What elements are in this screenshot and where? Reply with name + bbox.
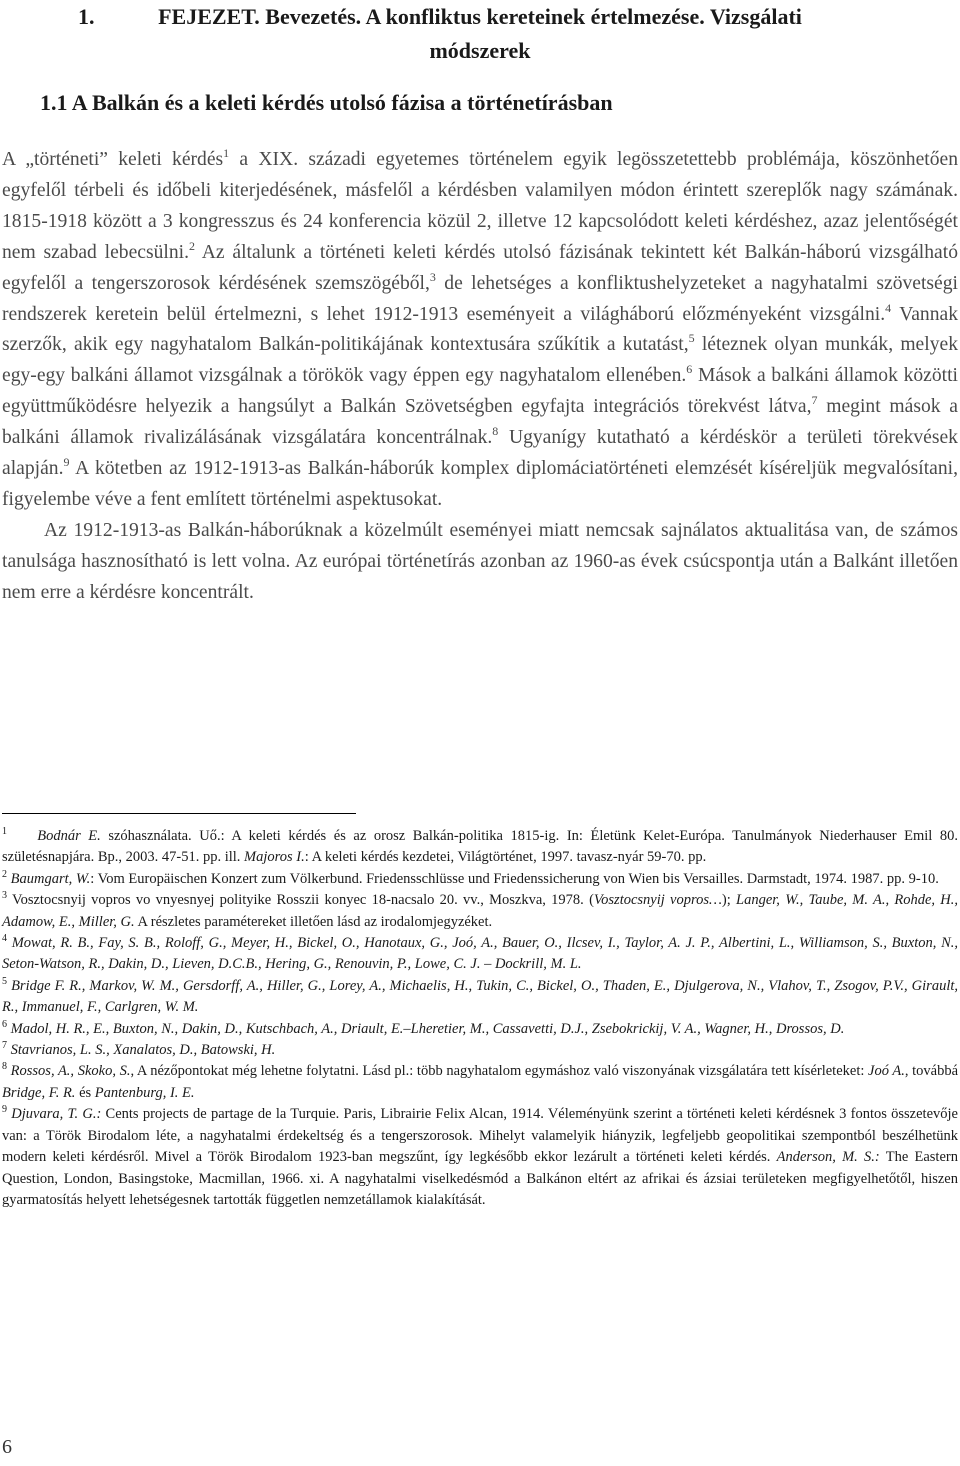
text-run: Az általunk a történeti keleti kérdés utolsó fázisának tekintett két Balkán-háború vizsgálható egyfelől a tengerszorosok kérdésének szemszögéből, — [2, 241, 958, 294]
text-run: Baumgart, W. — [10, 870, 91, 887]
text-run: Cents projects de partage de la Turquie. Paris, Librairie Felix Alcan, 1914. Véleményünk szerint a történeti keleti kérdésnek 3 fontos összetevője van: a Török Birodalom léte, a nagyhatalmi érdekeltség és a tengerszorosok. Mihelyt valamelyik hiányzik, legfeljebb geopolitikai szempontból beszélhetünk modern keleti kérdésről. Mivel a Török Birodalom 1923-ban megszűnt, így legkésőbb ekkor lezárult a történeti keleti kérdés. — [2, 1106, 958, 1166]
text-run: Joó A. — [868, 1063, 905, 1080]
text-run: A kötetben az 1912-1913-as Balkán-háborúk komplex diplomáciatörténeti elemzését kíséreljük megvalósítani, figyelembe véve a fent említett történelmi aspektusokat. — [2, 458, 958, 510]
text-run: Vosztocsnyij vopros vo vnyesnyej polityike Rosszii konyec 18-nacsalo 20. vv., Moszkva, 1978. ( — [7, 892, 594, 909]
footnote-ref[interactable]: 8 — [492, 424, 499, 439]
footnote-ref[interactable]: 4 — [885, 300, 892, 315]
footnote-ref[interactable]: 2 — [189, 238, 196, 253]
chapter-title-line2: módszerek — [429, 38, 531, 63]
paragraph-1 — [2, 145, 958, 516]
paragraph-2: Az 1912-1913-as Balkán-háborúknak a közelmúlt eseményei miatt nemcsak sajnálatos aktualitása van, de számos tanulsága hasznosítható is lett volna. Az európai történetírás azonban az 1960-as évek csúcspontja után a Balkánt illetően nem erre a kérdésre koncentrált. — [2, 519, 958, 603]
text-run: Bridge F. R., Markov, W. M., Gersdorff, A., Hiller, G., Lorey, A., Michaelis, H., Tukin, C., Bickel, O., Thaden, E., Djulgerova, N., Vlahov, T., Zsogov, P.V., Girault, R., Immanuel, F., Carlgren, W. M. — [2, 977, 958, 1016]
footnote-9 — [2, 1104, 958, 1211]
footnote-2 — [2, 869, 958, 890]
footnote-5 — [2, 976, 958, 1019]
footnote-separator — [2, 813, 356, 814]
chapter-heading — [70, 0, 890, 68]
text-run: Vosztocsnyij vopros… — [593, 892, 722, 909]
page-number: 6 — [2, 1436, 12, 1458]
footnote-number: 9 — [2, 1104, 7, 1116]
chapter-title-line1: FEJEZET. Bevezetés. A konfliktus kereteinek értelmezése. Vizsgálati — [158, 4, 802, 29]
footnote-number: 5 — [2, 975, 7, 987]
text-run: Ugyanígy kutatható a kérdéskör a területi törekvések alapján. — [2, 427, 958, 480]
text-run: Rossos, A., Skoko, S. — [10, 1063, 131, 1080]
text-run: Bodnár E. — [37, 828, 101, 844]
text-run: Langer, W., Taube, M. A., Rohde, H., Adamow, E., Miller, G. — [2, 892, 958, 930]
footnotes — [2, 826, 958, 1211]
body-text — [2, 145, 958, 609]
footnote-number: 1 — [2, 826, 7, 837]
text-run: : A keleti kérdés kezdetei, Világtörténet, 1997. tavasz-nyár 59-70. pp. — [304, 849, 707, 866]
text-run: de lehetséges a konfliktushelyzeteket a nagyhatalmi szövetségi rendszerek keretein belül értelmezni, s lehet 1912-1913 eseményeit a világháború előzményeként vizsgálni. — [2, 272, 958, 325]
text-run: szóhasználata. Uő.: A keleti kérdés és az orosz Balkán-politika 1815-ig. In: Életünk Kelet-Európa. Tanulmányok Niederhauser Emil 80. születésnapjára. Bp., 2003. 47-51. pp. ill. — [2, 828, 958, 866]
footnote-number: 7 — [2, 1040, 7, 1052]
footnote-4 — [2, 933, 958, 976]
text-run: Stavrianos, L. S., Xanalatos, D., Batowski, H. — [10, 1042, 276, 1059]
text-run: Vannak szerzők, akik egy nagyhatalom Balkán-politikájának kontextusára szűkítik a kutatást, — [2, 303, 959, 356]
text-run: , A nézőpontokat még lehetne folytatni. Lásd pl.: több nagyhatalom egymáshoz való viszonyának vizsgálatára tett kísérleteket: — [130, 1063, 869, 1080]
footnote-ref[interactable]: 3 — [429, 269, 436, 284]
section-heading: 1.1 A Balkán és a keleti kérdés utolsó fázisa a történetírásban — [40, 90, 613, 115]
footnote-number: 8 — [2, 1061, 7, 1073]
footnote-7 — [2, 1040, 958, 1061]
footnote-number: 6 — [2, 1018, 7, 1030]
text-run: Djuvara, T. G.: — [11, 1106, 102, 1123]
footnote-ref[interactable]: 7 — [811, 393, 818, 408]
footnote-ref[interactable]: 9 — [63, 455, 70, 470]
text-run: és — [75, 1084, 95, 1101]
footnote-3 — [2, 890, 958, 933]
text-run: Majoros I. — [244, 849, 305, 866]
footnote-number: 4 — [2, 933, 7, 945]
text-run: The Eastern Question, London, Basingstoke, Macmillan, 1966. xi. A nagyhatalmi viselkedésmód a Balkánon eltért az afrikai és ázsiai területeken megfigyelhetőtől, hiszen gyarmatosítás helyett lehetségesnek tartották független nemzetállamok kialakítását. — [2, 1149, 958, 1208]
text-run: Madol, H. R., E., Buxton, N., Dakin, D., Kutschbach, A., Driault, E.–Lheretier, M., Cassavetti, D.J., Zsebokrickij, V. A., Wagner, H., Drossos, D. — [10, 1020, 845, 1037]
text-run: Mások a balkáni államok közötti együttműködésre helyezik a hangsúlyt a Balkán Szövetségben egyfajta integrációs törekvést látva, — [2, 365, 959, 418]
text-run: Pantenburg, I. E. — [94, 1084, 195, 1101]
text-run: a XIX. századi egyetemes történelem egyik legösszetettebb problémája, köszönhetően egyfelől térbeli és időbeli kiterjedésének, másfelől a kérdésben valamilyen módon érintett szereplők nagy számának. 1815-1918 között a 3 kongresszus és 24 konferencia közül 2, illetve 12 kapcsolódott keleti kérdéshez, azaz jelentőségét nem szabad lebecsülni. — [2, 149, 958, 263]
footnote-number: 2 — [2, 868, 7, 880]
text-run: megint mások a balkáni államok rivalizálásának vizsgálatára koncentrálnak. — [2, 396, 959, 449]
footnote-ref[interactable]: 6 — [686, 362, 693, 377]
footnote-number: 3 — [2, 890, 7, 902]
text-run: Bridge, F. R. — [2, 1084, 76, 1101]
text-run: Anderson, M. S.: — [776, 1149, 880, 1166]
text-run: Mowat, R. B., Fay, S. B., Roloff, G., Meyer, H., Bickel, O., Hanotaux, G., Joó, A., Bauer, O., Ilcsev, I., Taylor, A. J. P., Albertini, L., Williamson, S., Buxton, N., Seton-Watson, R., Dakin, D., Lieven, D.C.B., Hering, G., Renouvin, P., Lowe, C. J. – Dockrill, M. L. — [2, 935, 959, 973]
footnote-1 — [2, 826, 958, 869]
text-run: , továbbá — [904, 1063, 959, 1080]
text-run: A részletes paramétereket illetően lásd az irodalomjegyzéket. — [134, 913, 493, 930]
footnote-ref[interactable]: 1 — [223, 146, 230, 160]
chapter-number: 1. — [78, 4, 95, 29]
footnote-ref[interactable]: 5 — [688, 331, 695, 346]
text-run: A „történeti” keleti kérdés — [2, 149, 224, 170]
footnote-8 — [2, 1061, 958, 1104]
footnote-6 — [2, 1019, 958, 1040]
text-run: : Vom Europäischen Konzert zum Völkerbund. Friedensschlüsse und Friedenssicherung von Wien bis Versailles. Darmstadt, 1974. 1987. pp. 9-10. — [90, 870, 939, 887]
text-run: ); — [721, 892, 737, 909]
text-run: léteznek olyan munkák, melyek egy-egy balkáni államot vizsgálnak a törökök vagy éppen egy nagyhatalom ellenében. — [2, 334, 958, 387]
